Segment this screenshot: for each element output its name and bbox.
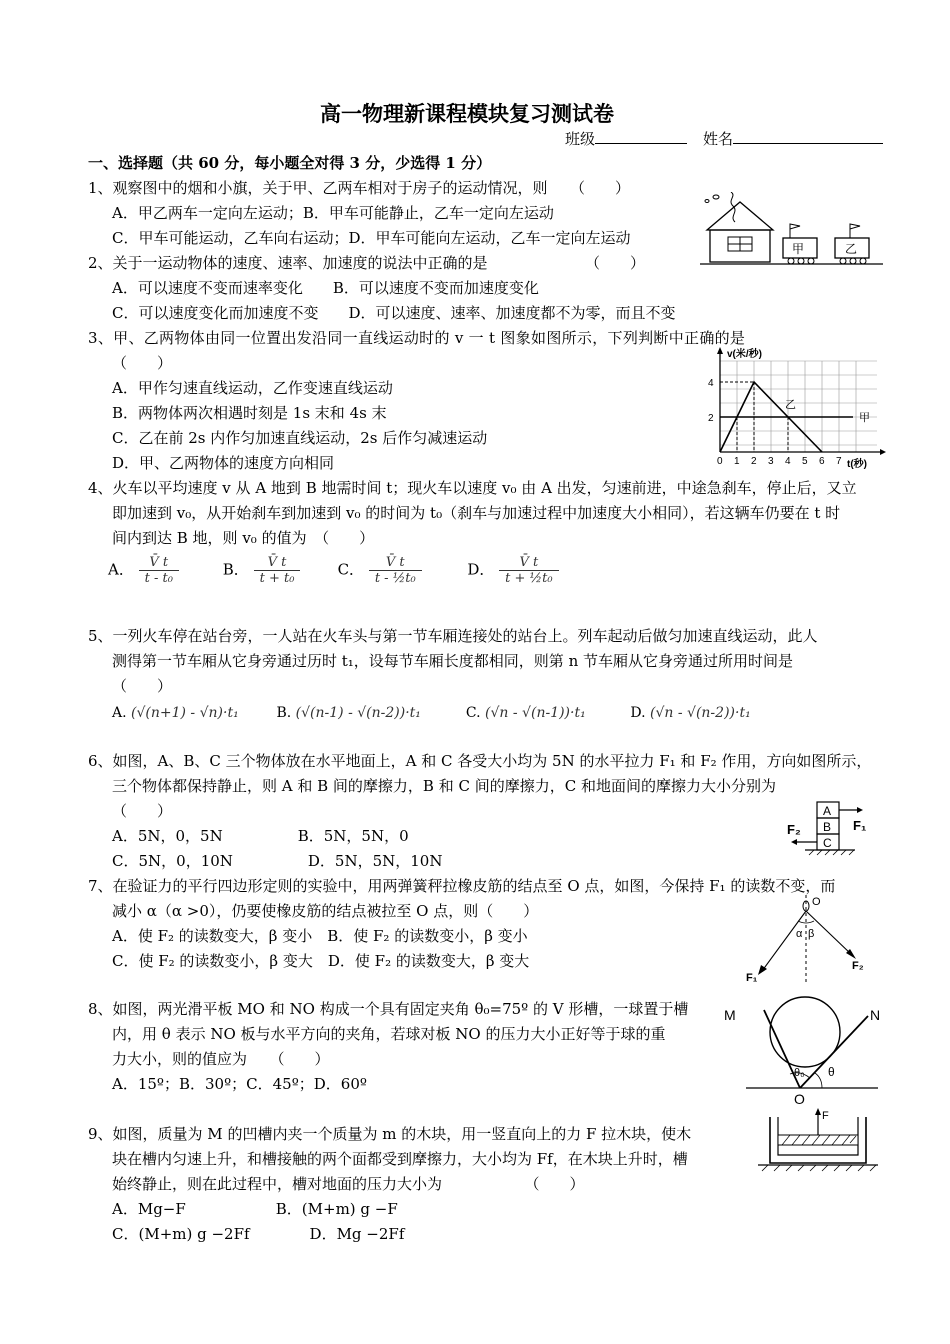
alpha-label: α [796, 928, 803, 940]
q8-figure [718, 990, 888, 1105]
class-label: 班级 [565, 130, 596, 148]
q3-stem: 3、甲、乙两物体由同一位置出发沿同一直线运动时的 v 一 t 图象如图所示，下列判断中正确的是 [88, 329, 746, 347]
beta-label: β [808, 928, 815, 940]
car-jia-label: 甲 [792, 242, 805, 256]
q4-option-d-num: V̄ t [499, 555, 558, 571]
q3-option-b: B．两物体两次相遇时刻是 1s 末和 4s 末 [112, 404, 387, 422]
q4-option-b-num: V̄ t [254, 555, 301, 571]
q3-option-c: C．乙在前 2s 内作匀加速直线运动，2s 后作匀减速运动 [112, 429, 488, 447]
q9-line2: 块在槽内匀速上升，和槽接触的两个面都受到摩擦力，大小均为 Ff，在木块上升时，槽 [112, 1150, 688, 1168]
q6-figure [785, 800, 880, 862]
q4-option-d[interactable] [467, 555, 592, 586]
q4-option-a-num: V̄ t [139, 555, 179, 571]
label-jia: 甲 [859, 412, 870, 424]
ytick-4: 4 [708, 378, 714, 389]
q4-option-c-letter: C． [337, 560, 365, 579]
force-f2-label: F₂ [787, 822, 801, 837]
q4-option-c[interactable] [338, 555, 463, 586]
q5-options [112, 705, 790, 721]
vertex-o-label: O [794, 1091, 805, 1105]
f2-label: F₂ [852, 960, 864, 972]
q1-options-ab: A．甲乙两车一定向左运动；B．甲车可能静止，乙车一定向左运动 [112, 204, 554, 222]
name-blank[interactable] [733, 129, 883, 144]
q8-line2: 内，用 θ 表示 NO 板与水平方向的夹角，若球对板 NO 的压力大小正好等于球的重 [112, 1025, 666, 1043]
q7-line1: 7、在验证力的平行四边形定则的实验中，用两弹簧秤拉橡皮筋的结点至 O 点，如图，今保持 F₁ 的读数不变，而 [88, 877, 836, 895]
q1-stem: 1、观察图中的烟和小旗，关于甲、乙两车相对于房子的运动情况，则 （ ） [88, 179, 631, 197]
q2-options-cd: C．可以速度变化而加速度不变 D．可以速度、速率、加速度都不为零，而且不变 [112, 304, 676, 322]
q5-option-b[interactable] [276, 705, 461, 721]
q4-option-d-den: t + ½t₀ [505, 571, 553, 586]
q5-option-d-letter: D. [630, 705, 646, 721]
f1-label: F₁ [746, 972, 758, 983]
q5-option-c-letter: C. [465, 705, 481, 721]
car-yi-label: 乙 [845, 242, 858, 256]
q4-option-c-den: t - ½t₀ [374, 571, 416, 586]
theta0-label: θ₀ [794, 1067, 805, 1079]
theta-label: θ [828, 1065, 835, 1079]
class-field[interactable] [565, 128, 687, 149]
q4-line3: 间内到达 B 地，则 v₀ 的值为 （ ） [112, 529, 375, 547]
q4-option-b-den: t + t₀ [259, 571, 295, 586]
q6-line3: （ ） [112, 802, 173, 820]
q3-option-d: D．甲、乙两物体的速度方向相同 [112, 454, 335, 472]
q4-option-a[interactable] [108, 555, 218, 586]
q4-option-d-letter: D． [467, 560, 495, 579]
name-label: 姓名 [703, 130, 734, 148]
q7-options-ab: A．使 F₂ 的读数变大，β 变小 B．使 F₂ 的读数变小，β 变小 [112, 927, 528, 945]
q5-option-a-expr: (√(n+1) - √n)·t₁ [131, 705, 239, 721]
q4-option-c-num: V̄ t [369, 555, 422, 571]
q5-option-d-expr: (√n - √(n-2))·t₁ [650, 705, 751, 721]
q9-line1: 9、如图，质量为 M 的凹槽内夹一个质量为 m 的木块，用一竖直向上的力 F 拉木块，使木 [88, 1125, 692, 1143]
plate-m-label: M [724, 1007, 736, 1023]
q4-line1: 4、火车以平均速度 v 从 A 地到 B 地需时间 t；现火车以速度 v₀ 由 A 出发，匀速前进，中途急刹车，停止后，又立 [88, 479, 857, 497]
q7-options-cd: C．使 F₂ 的读数变小，β 变大 D．使 F₂ 的读数变大，β 变大 [112, 952, 530, 970]
q3-vt-chart [705, 345, 887, 470]
q5-option-c-expr: (√n - √(n-1))·t₁ [485, 705, 586, 721]
plate-n-label: N [870, 1007, 881, 1023]
chart-xlabel: t(秒) [847, 459, 867, 470]
q7-figure [740, 893, 880, 983]
q6-line1: 6、如图，A、B、C 三个物体放在水平地面上，A 和 C 各受大小均为 5N 的水平拉力 F₁ 和 F₂ 作用，方向如图所示， [88, 752, 872, 770]
section-heading: 一、选择题（共 60 分，每小题全对得 3 分，少选得 1 分） [88, 154, 492, 172]
block-a-label: A [823, 804, 832, 818]
xtick-3: 3 [768, 456, 774, 467]
q4-options [108, 555, 592, 586]
q9-options-ab: A．Mg−F B．(M+m) g −F [112, 1200, 398, 1218]
q5-option-a[interactable] [112, 705, 272, 721]
q6-line2: 三个物体都保持静止，则 A 和 B 间的摩擦力，B 和 C 间的摩擦力，C 和地面间的摩擦力大小分别为 [112, 777, 776, 795]
q9-line3: 始终静止，则在此过程中，槽对地面的压力大小为 （ ） [112, 1175, 585, 1193]
block-c-label: C [823, 836, 832, 850]
q9-options-cd: C．(M+m) g −2Ff D．Mg −2Ff [112, 1225, 405, 1243]
ytick-2: 2 [708, 413, 714, 424]
q8-line3: 力大小，则的值应为 （ ） [112, 1050, 330, 1068]
class-blank[interactable] [595, 129, 687, 144]
xtick-4: 4 [785, 456, 791, 467]
label-yi: 乙 [785, 399, 796, 411]
q5-line3: （ ） [112, 677, 173, 695]
q4-line2: 即加速到 v₀，从开始刹车到加速到 v₀ 的时间为 t₀（刹车与加速过程中加速度大小相同），若这辆车仍要在 t 时 [112, 504, 841, 522]
q8-line1: 8、如图，两光滑平板 MO 和 NO 构成一个具有固定夹角 θ₀=75º 的 V 形槽，一球置于槽 [88, 1000, 689, 1018]
q7-line2: 减小 α（α >0），仍要使橡皮筋的结点被拉至 O 点，则（ ） [112, 902, 539, 920]
xtick-0: 0 [717, 456, 723, 467]
q2-stem: 2、关于一运动物体的速度、速率、加速度的说法中正确的是 （ ） [88, 254, 646, 272]
q4-option-a-letter: A． [108, 560, 134, 579]
xtick-5: 5 [802, 456, 808, 467]
q1-figure [695, 192, 885, 272]
q6-options-ab: A．5N，0，5N B．5N，5N，0 [112, 827, 409, 845]
force-f1-label: F₁ [853, 818, 867, 833]
q3-paren: （ ） [112, 354, 173, 372]
q2-options-ab: A．可以速度不变而速率变化 B．可以速度不变而加速度变化 [112, 279, 539, 297]
q5-option-a-letter: A. [112, 705, 127, 721]
q1-options-cd: C．甲车可能运动，乙车向右运动；D．甲车可能向左运动，乙车一定向左运动 [112, 229, 631, 247]
q5-option-c[interactable] [466, 705, 626, 721]
q5-line2: 测得第一节车厢从它身旁通过历时 t₁，设每节车厢长度都相同，则第 n 节车厢从它身旁通过所用时间是 [112, 652, 794, 670]
q6-options-cd: C．5N，0，10N D．5N，5N，10N [112, 852, 443, 870]
point-o-label: O [812, 896, 821, 908]
xtick-1: 1 [734, 456, 740, 467]
q9-figure [738, 1105, 888, 1177]
xtick-6: 6 [819, 456, 825, 467]
q5-option-d[interactable] [630, 705, 790, 721]
xtick-7: 7 [836, 456, 842, 467]
xtick-2: 2 [751, 456, 757, 467]
chart-ylabel: v(米/秒) [727, 349, 762, 360]
block-b-label: B [823, 820, 832, 834]
q4-option-b[interactable] [223, 555, 333, 586]
q4-option-b-letter: B． [222, 560, 249, 579]
page-title: 高一物理新课程模块复习测试卷 [320, 101, 614, 126]
name-field[interactable] [703, 128, 883, 149]
q5-option-b-letter: B. [276, 705, 292, 721]
force-f-label: F [822, 1110, 829, 1122]
q5-line1: 5、一列火车停在站台旁，一人站在火车头与第一节车厢连接处的站台上。列车起动后做匀加速直线运动，此人 [88, 627, 818, 645]
q3-option-a: A．甲作匀速直线运动，乙作变速直线运动 [112, 379, 393, 397]
q5-option-b-expr: (√(n-1) - √(n-2))·t₁ [295, 705, 421, 721]
q4-option-a-den: t - t₀ [144, 571, 173, 586]
q8-options: A．15º；B．30º；C．45º；D．60º [112, 1075, 367, 1093]
